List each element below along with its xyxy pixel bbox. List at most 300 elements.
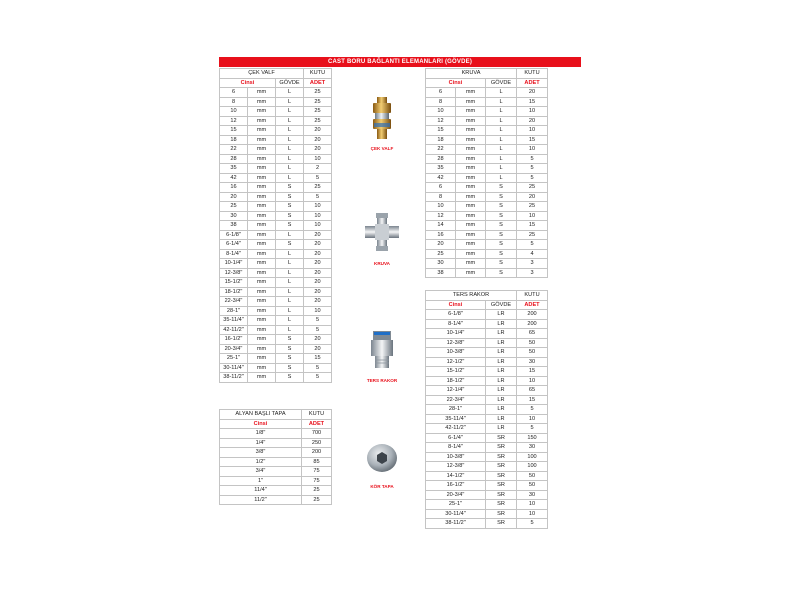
table-cell: S — [276, 363, 304, 373]
table-row — [426, 221, 548, 231]
table-row — [220, 211, 332, 221]
table-cell: L — [486, 97, 517, 107]
table-cell: L — [276, 116, 304, 126]
table-cell: 28-1" — [220, 306, 248, 316]
table-cell: 200 — [517, 310, 548, 320]
table-cell: S — [276, 183, 304, 193]
table-cell: 50 — [517, 471, 548, 481]
table-row — [220, 486, 332, 496]
table-cell: L — [276, 154, 304, 164]
table-cell: mm — [456, 240, 486, 250]
table-row — [426, 268, 548, 278]
table-cell: 8-1/4" — [426, 443, 486, 453]
table-cell: SR — [486, 509, 517, 519]
table-cell: LR — [486, 424, 517, 434]
cinsi-header: Cinsi — [220, 419, 302, 429]
table-cell: 15 — [426, 126, 456, 136]
table-cell: SR — [486, 481, 517, 491]
table-cell: 25 — [302, 486, 332, 496]
table-cell: mm — [456, 221, 486, 231]
table-row — [220, 457, 332, 467]
table-cell: S — [486, 183, 517, 193]
table-cell: 11/4" — [220, 486, 302, 496]
table-cell: SR — [486, 471, 517, 481]
table-cell: 15-1/2" — [220, 278, 248, 288]
table-row — [426, 376, 548, 386]
table-cell: mm — [456, 97, 486, 107]
table-cell: 6-1/8" — [220, 230, 248, 240]
table-cell: S — [276, 211, 304, 221]
table-row — [220, 126, 332, 136]
table-cell: L — [276, 287, 304, 297]
table-cell: L — [276, 145, 304, 155]
catalog-banner: CAST BORU BAĞLANTI ELEMANLARI (GÖVDE) — [219, 57, 581, 67]
table-row — [220, 438, 332, 448]
table-cell: S — [276, 344, 304, 354]
table-cell: 5 — [304, 173, 332, 183]
table-row — [426, 310, 548, 320]
table-cell: L — [276, 126, 304, 136]
table-row — [220, 240, 332, 250]
ters-rakor-table — [425, 290, 548, 529]
table-cell: 42 — [426, 173, 456, 183]
table-cell: 5 — [517, 519, 548, 529]
table-cell: LR — [486, 386, 517, 396]
table-cell: 8 — [426, 97, 456, 107]
table-cell: mm — [248, 164, 276, 174]
table-cell: S — [276, 221, 304, 231]
table-cell: L — [276, 249, 304, 259]
table-cell: 10 — [517, 509, 548, 519]
table-cell: 25 — [517, 202, 548, 212]
table-cell: mm — [248, 211, 276, 221]
table-cell: mm — [456, 202, 486, 212]
table-row — [220, 164, 332, 174]
adet-header: ADET — [517, 300, 548, 310]
table-cell: S — [486, 259, 517, 269]
table-row — [426, 424, 548, 434]
table-cell: 5 — [517, 405, 548, 415]
ters-rakor-title: TERS RAKOR — [426, 291, 517, 301]
table-row — [220, 268, 332, 278]
table-cell: mm — [456, 126, 486, 136]
kruva-label: KRUVA — [374, 261, 390, 266]
table-cell: 25 — [304, 97, 332, 107]
table-cell: LR — [486, 319, 517, 329]
adet-header: ADET — [304, 78, 332, 88]
table-cell: L — [486, 107, 517, 117]
table-cell: 20 — [304, 287, 332, 297]
table-cell: 20 — [304, 278, 332, 288]
kutu-header: KUTU — [517, 291, 548, 301]
table-cell: mm — [248, 202, 276, 212]
table-row — [220, 145, 332, 155]
table-cell: 8 — [220, 97, 248, 107]
table-cell: LR — [486, 357, 517, 367]
table-cell: L — [276, 164, 304, 174]
table-row — [426, 88, 548, 98]
table-cell: mm — [248, 297, 276, 307]
table-cell: 3 — [517, 268, 548, 278]
table-cell: 50 — [517, 338, 548, 348]
table-row — [220, 116, 332, 126]
table-cell: 75 — [302, 476, 332, 486]
table-cell: 5 — [517, 424, 548, 434]
table-cell: S — [486, 230, 517, 240]
table-cell: L — [276, 259, 304, 269]
table-cell: L — [276, 135, 304, 145]
table-cell: mm — [248, 363, 276, 373]
table-cell: L — [276, 88, 304, 98]
govde-header: GÖVDE — [486, 300, 517, 310]
table-row — [426, 240, 548, 250]
table-cell: mm — [248, 240, 276, 250]
table-row — [426, 230, 548, 240]
table-cell: 28-1" — [426, 405, 486, 415]
table-cell: 6 — [426, 88, 456, 98]
table-cell: 100 — [517, 462, 548, 472]
table-cell: 20 — [304, 145, 332, 155]
table-cell: 5 — [304, 316, 332, 326]
table-cell: LR — [486, 348, 517, 358]
table-row — [426, 192, 548, 202]
table-cell: mm — [248, 116, 276, 126]
table-cell: mm — [456, 183, 486, 193]
table-cell: LR — [486, 329, 517, 339]
table-cell: 20 — [304, 240, 332, 250]
table-cell: 3/4" — [220, 467, 302, 477]
table-cell: 38 — [426, 268, 456, 278]
table-cell: 20-3/4" — [426, 490, 486, 500]
table-cell: mm — [248, 306, 276, 316]
table-cell: 20 — [517, 192, 548, 202]
table-cell: 15 — [220, 126, 248, 136]
table-row — [220, 230, 332, 240]
table-cell: 12 — [426, 211, 456, 221]
table-row — [220, 316, 332, 326]
table-cell: 8-1/4" — [426, 319, 486, 329]
table-cell: 12 — [426, 116, 456, 126]
table-row — [220, 202, 332, 212]
table-cell: 15-1/2" — [426, 367, 486, 377]
table-cell: mm — [456, 268, 486, 278]
table-cell: L — [276, 173, 304, 183]
table-row — [426, 173, 548, 183]
table-cell: 200 — [302, 448, 332, 458]
table-cell: LR — [486, 414, 517, 424]
kutu-header: KUTU — [517, 69, 548, 79]
table-row — [220, 107, 332, 117]
table-row — [220, 287, 332, 297]
table-cell: 28 — [426, 154, 456, 164]
table-cell: S — [486, 202, 517, 212]
table-cell: 10 — [220, 107, 248, 117]
table-cell: mm — [248, 287, 276, 297]
table-row — [220, 373, 332, 383]
table-cell: 5 — [304, 192, 332, 202]
table-cell: S — [276, 354, 304, 364]
table-cell: mm — [456, 145, 486, 155]
table-cell: 10-3/8" — [426, 452, 486, 462]
table-cell: 10 — [426, 107, 456, 117]
table-cell: 20 — [517, 88, 548, 98]
table-row — [220, 154, 332, 164]
table-cell: 65 — [517, 386, 548, 396]
table-cell: mm — [456, 192, 486, 202]
table-row — [220, 429, 332, 439]
table-cell: mm — [456, 230, 486, 240]
table-cell: L — [486, 126, 517, 136]
table-row — [220, 448, 332, 458]
table-cell: 10-1/4" — [426, 329, 486, 339]
table-cell: mm — [456, 164, 486, 174]
table-cell: 10 — [304, 306, 332, 316]
table-cell: 12-3/8" — [426, 462, 486, 472]
table-row — [426, 145, 548, 155]
cek-valf-label: ÇEK VALF — [370, 146, 394, 151]
table-cell: S — [486, 192, 517, 202]
table-cell: SR — [486, 462, 517, 472]
table-cell: 12-3/8" — [426, 338, 486, 348]
table-cell: 700 — [302, 429, 332, 439]
table-cell: 100 — [517, 452, 548, 462]
table-row — [220, 306, 332, 316]
table-row — [220, 173, 332, 183]
table-cell: mm — [456, 116, 486, 126]
table-cell: 20 — [304, 135, 332, 145]
table-cell: 10 — [304, 211, 332, 221]
table-cell: 11/2" — [220, 495, 302, 505]
table-cell: S — [486, 249, 517, 259]
table-cell: 50 — [517, 348, 548, 358]
table-cell: mm — [248, 354, 276, 364]
table-row — [426, 490, 548, 500]
table-cell: 20 — [304, 126, 332, 136]
govde-header: GÖVDE — [276, 78, 304, 88]
table-cell: SR — [486, 519, 517, 529]
table-cell: mm — [456, 154, 486, 164]
table-cell: 5 — [304, 373, 332, 383]
table-cell: S — [486, 211, 517, 221]
table-cell: SR — [486, 452, 517, 462]
table-cell: 22-3/4" — [220, 297, 248, 307]
table-cell: 15 — [517, 367, 548, 377]
table-cell: LR — [486, 376, 517, 386]
adet-header: ADET — [302, 419, 332, 429]
table-row — [426, 249, 548, 259]
table-cell: 22-3/4" — [426, 395, 486, 405]
table-cell: 250 — [302, 438, 332, 448]
table-cell: mm — [456, 135, 486, 145]
cinsi-header: Cinsi — [426, 78, 486, 88]
table-row — [220, 135, 332, 145]
table-cell: 25 — [304, 107, 332, 117]
table-cell: L — [276, 230, 304, 240]
table-row — [220, 344, 332, 354]
table-cell: mm — [248, 249, 276, 259]
table-cell: mm — [248, 173, 276, 183]
table-cell: 35-11/4" — [426, 414, 486, 424]
table-cell: 20 — [304, 259, 332, 269]
table-cell: 25 — [426, 249, 456, 259]
table-cell: 42-11/2" — [220, 325, 248, 335]
table-cell: 28 — [220, 154, 248, 164]
table-cell: 20 — [304, 268, 332, 278]
table-cell: 10-3/8" — [426, 348, 486, 358]
table-cell: 14-1/2" — [426, 471, 486, 481]
table-row — [220, 221, 332, 231]
table-cell: 42 — [220, 173, 248, 183]
table-cell: 5 — [517, 240, 548, 250]
table-cell: mm — [456, 259, 486, 269]
table-row — [426, 481, 548, 491]
table-cell: 6-1/4" — [426, 433, 486, 443]
table-row — [220, 97, 332, 107]
table-cell: 38-11/2" — [220, 373, 248, 383]
table-cell: 25 — [302, 495, 332, 505]
table-row — [426, 202, 548, 212]
table-cell: mm — [248, 316, 276, 326]
table-cell: 20 — [304, 335, 332, 345]
table-cell: 22 — [426, 145, 456, 155]
table-cell: 6 — [426, 183, 456, 193]
table-cell: 35 — [220, 164, 248, 174]
table-row — [426, 329, 548, 339]
table-row — [426, 405, 548, 415]
table-cell: 18-1/2" — [220, 287, 248, 297]
table-row — [220, 278, 332, 288]
kor-tapa-label: KÖR TAPA — [370, 484, 394, 489]
table-cell: 30 — [517, 490, 548, 500]
table-row — [220, 297, 332, 307]
table-cell: 1/2" — [220, 457, 302, 467]
table-cell: 18-1/2" — [426, 376, 486, 386]
table-cell: mm — [248, 97, 276, 107]
kruva-title: KRUVA — [426, 69, 517, 79]
table-cell: 10 — [517, 145, 548, 155]
table-cell: 10 — [517, 107, 548, 117]
table-cell: 25 — [304, 88, 332, 98]
table-cell: L — [486, 145, 517, 155]
table-row — [426, 116, 548, 126]
table-cell: LR — [486, 310, 517, 320]
table-cell: 5 — [304, 325, 332, 335]
table-cell: LR — [486, 338, 517, 348]
table-cell: L — [276, 97, 304, 107]
table-row — [220, 476, 332, 486]
table-cell: 15 — [517, 395, 548, 405]
table-cell: 75 — [302, 467, 332, 477]
table-row — [220, 354, 332, 364]
table-cell: 16 — [426, 230, 456, 240]
table-cell: 30-11/4" — [426, 509, 486, 519]
table-row — [426, 135, 548, 145]
table-cell: 10 — [517, 126, 548, 136]
kutu-header: KUTU — [302, 410, 332, 420]
table-row — [426, 183, 548, 193]
table-row — [220, 249, 332, 259]
table-cell: 38 — [220, 221, 248, 231]
table-cell: L — [276, 306, 304, 316]
table-cell: mm — [248, 335, 276, 345]
table-cell: mm — [248, 325, 276, 335]
table-cell: 1/8" — [220, 429, 302, 439]
cek-valf-image — [369, 96, 395, 142]
table-row — [426, 357, 548, 367]
table-cell: 20-3/4" — [220, 344, 248, 354]
table-cell: 12-1/2" — [426, 357, 486, 367]
kutu-header: KUTU — [304, 69, 332, 79]
table-cell: 25-1" — [426, 500, 486, 510]
table-cell: 5 — [517, 173, 548, 183]
table-cell: 65 — [517, 329, 548, 339]
table-cell: 20 — [304, 249, 332, 259]
table-row — [220, 183, 332, 193]
table-cell: mm — [248, 126, 276, 136]
table-row — [220, 325, 332, 335]
table-cell: 85 — [302, 457, 332, 467]
cek-valf-table — [219, 68, 332, 383]
table-cell: mm — [248, 230, 276, 240]
table-cell: L — [486, 164, 517, 174]
table-cell: 8 — [426, 192, 456, 202]
table-cell: 14 — [426, 221, 456, 231]
table-cell: 35-11/4" — [220, 316, 248, 326]
kruva-table — [425, 68, 548, 278]
table-cell: LR — [486, 367, 517, 377]
table-cell: mm — [248, 154, 276, 164]
table-cell: mm — [456, 88, 486, 98]
table-row — [220, 363, 332, 373]
table-row — [426, 414, 548, 424]
table-row — [426, 509, 548, 519]
table-row — [426, 164, 548, 174]
table-row — [426, 519, 548, 529]
govde-header: GÖVDE — [486, 78, 517, 88]
table-cell: 25 — [220, 202, 248, 212]
alyan-title: ALYAN BAŞLI TAPA — [220, 410, 302, 420]
table-cell: L — [486, 173, 517, 183]
table-cell: 150 — [517, 433, 548, 443]
table-row — [426, 211, 548, 221]
table-cell: S — [276, 240, 304, 250]
table-row — [220, 88, 332, 98]
table-cell: 10 — [517, 211, 548, 221]
cinsi-header: Cinsi — [426, 300, 486, 310]
table-cell: L — [276, 297, 304, 307]
table-cell: L — [486, 135, 517, 145]
alyan-table — [219, 409, 332, 505]
table-row — [426, 471, 548, 481]
table-cell: 15 — [517, 221, 548, 231]
table-cell: L — [276, 278, 304, 288]
table-cell: mm — [456, 173, 486, 183]
table-cell: SR — [486, 433, 517, 443]
table-cell: S — [276, 202, 304, 212]
table-cell: 38-11/2" — [426, 519, 486, 529]
table-cell: mm — [248, 135, 276, 145]
table-cell: 1" — [220, 476, 302, 486]
table-cell: 18 — [220, 135, 248, 145]
table-cell: 50 — [517, 481, 548, 491]
table-cell: S — [276, 373, 304, 383]
kor-tapa-image — [364, 442, 400, 474]
table-cell: 10 — [304, 154, 332, 164]
table-cell: 16-1/2" — [220, 335, 248, 345]
table-row — [220, 259, 332, 269]
table-row — [220, 467, 332, 477]
table-cell: 10 — [304, 221, 332, 231]
